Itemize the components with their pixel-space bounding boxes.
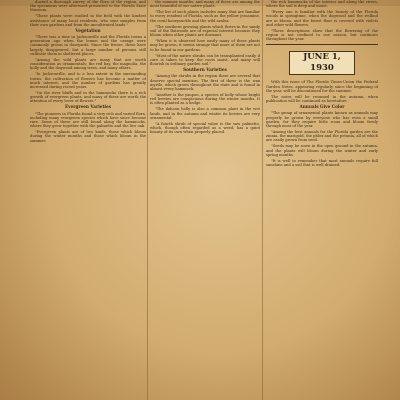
column-3-para: "Seeds may be sown in the open ground in the autumn, and the plants will bloom during the winter and early spring months. <box>266 144 378 157</box>
column-2-para: the summer months, and many of these are among the most beautiful of our native plants. <box>150 0 260 9</box>
column-2-para: "Most of the native shrubs can be transplanted easily if care is taken to keep the roots moist, and many will flourish in ordinary garden soil." <box>150 53 260 67</box>
column-1-subheading: Evergreen Varieties <box>64 104 112 110</box>
column-3-para: With this issue of The Florida Times-Union the Federal Garden Notes, appearing regularly since the beginning of the year, will be discontinued for the summer. <box>266 80 378 93</box>
column-3-para: "Every one is familiar with the beauty of the Florida woods in springtime, when the dogwood and the redbud are in bloom, and the forest floor is covered with violets and other wild flowers. <box>266 10 378 27</box>
column-1-para: "In Jacksonville, and to a less extent in the surrounding towns, the cultivation of flowers has become a matter of much interest, and the number of gardens has greatly increased during recent years. <box>30 72 146 89</box>
column-3-para: "The group of ornamental plants known as annuals may properly be grown by everyone who has even a small garden, for they require little room and bloom freely through most of the year. <box>266 111 378 128</box>
column-rule-2 <box>262 0 263 400</box>
column-3-para: "These descriptions show that the flowering of the region is not confined to one season, but continues throughout the year. <box>266 28 378 42</box>
column-1-para: "The pioneers in Florida found a very rich and varied flora, including many evergreen species which have since become rare. Some of these are still found along the hammocks, where they grow together with the palmetto and the live oak. <box>30 111 146 129</box>
column-3-para: "It is well to remember that most annuals require full sunshine and a soil that is well drained. <box>266 158 378 168</box>
column-1-para: "Evergreen plants are of two kinds, those which bloom during the winter months and those which bloom in the summer. <box>30 130 146 143</box>
divider-rule <box>266 44 378 45</box>
column-2-para: "The dahoon holly is also a common plant in the wet lands, and in the autumn and winter its berries are very ornamental. <box>150 107 260 120</box>
column-3-para: The notes will be resumed in the autumn, when publication will be continued as heretofore. <box>266 94 378 104</box>
column-1-para: "These plants were studied in the field with the kindest assistance of many local residents, who sent samples from their own gardens and from the uncultivated lands." <box>30 14 146 27</box>
column-3-para: the rich hammocks of the interior and along the rivers, where the soil is deep and moist. <box>266 0 378 9</box>
column-1-para: "On the river bluffs and in the hammocks there is a rich growth of evergreen plants, and many of these are worth the attention of every lover of flowers." <box>30 90 146 104</box>
column-2-para: "Among the shrubs in the region there are several that deserve special mention. The first of these is the wax myrtle, which grows throughout the state and is found in almost every hammock. <box>150 74 260 91</box>
column-1-subheading: Vegetation <box>75 27 101 33</box>
column-2-para: "The southern growing plants which thrive in the sandy soil of the flatwoods are of especial interest because they bloom when other plants are dormant. <box>150 24 260 38</box>
column-rule-1 <box>147 0 148 400</box>
column-3 <box>266 0 378 400</box>
column-1-para: ducted a thorough survey of the flora of the region, and the specimens were afterward presented to the Florida State Museum. <box>30 0 146 13</box>
column-3-subheading: Annuals Give Color <box>299 104 345 110</box>
column-2 <box>150 0 260 400</box>
column-2-para: "The list of such plants includes many that are familiar to every resident of Florida, such as the yellow jessamine, the coral honeysuckle and the wild azalea. <box>150 10 260 23</box>
column-3-para: "Among the best annuals for the Florida garden are the zinnia, the marigold, the phlox and the petunia, all of which are easily grown from seed. <box>266 129 378 143</box>
column-1 <box>30 0 146 400</box>
date-label: JUNE 1, 1930 <box>289 51 355 75</box>
column-1-para: "There was a time in Jacksonville and the Florida towns a generation ago when the lemon and the orange were commonly grown in dooryards. Since the freeze, these have largely disappeared, but a large number of persons still cultivate them in sheltered places. <box>30 35 146 56</box>
column-2-para: "Another is the yaupon, a species of holly whose bright red berries are conspicuous during the winter months. It is often planted as a hedge. <box>150 92 260 106</box>
column-2-subheading: Southern Varieties <box>183 67 227 73</box>
column-2-para: "When it is observed how easily many of these plants may be grown, it seems strange that more of them are not to be found in our gardens. <box>150 39 260 52</box>
column-2-para: "A fourth shrub of special value is the saw palmetto, which, though often regarded as a weed, has a quiet beauty of its own when properly placed. <box>150 121 260 135</box>
column-1-para: "Among the wild plants are many that are worth consideration as ornamentals; the red bay, the magnolia, the holly and the dogwood among trees, and many others. <box>30 57 146 71</box>
